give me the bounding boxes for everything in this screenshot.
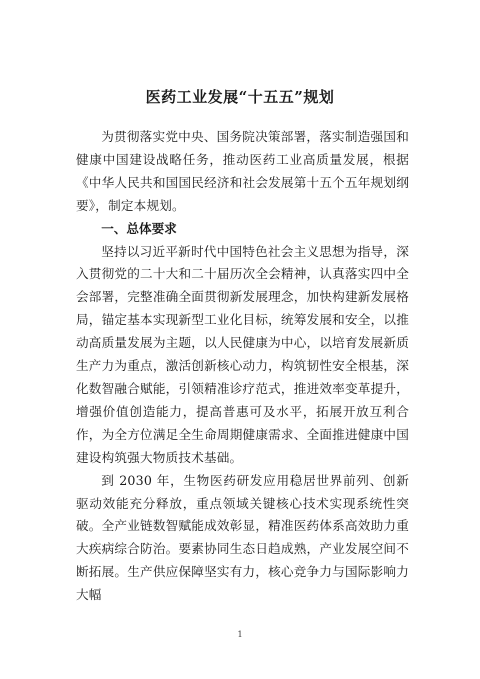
guiding-principles-paragraph: 坚持以习近平新时代中国特色社会主义思想为指导，深入贯彻党的二十大和二十届历次全会精神，认真落实四中全会部署，完整准确全面贯彻新发展理念，加快构建新发展格局，锚定基本实现新型工业化目标，统筹发展和安全，以推动高质量发展为主题，以人民健康为中心，以培育发展新质生产力为重点，激活创新核心动力，构筑韧性安全根基，深化数智融合赋能，引领精准诊疗范式，推进效率变革提升，增强价值创造能力，提高普惠可及水平，拓展开放互利合作，为全方位满足全生命周期健康需求、全面推进健康中国建设构筑强大物质技术基础。 [76, 243, 409, 465]
section-heading-general-requirements: 一、总体要求 [101, 220, 177, 236]
document-body [76, 126, 409, 607]
page-title: 医药工业发展“十五五”规划 [145, 88, 335, 106]
intro-paragraph: 为贯彻落实党中央、国务院决策部署，落实制造强国和健康中国建设战略任务，推动医药工业高质量发展，根据《中华人民共和国国民经济和社会发展第十五个五年规划纲要》，制定本规划。 [76, 129, 409, 213]
page-number: 1 [237, 630, 243, 639]
goals-2030-paragraph: 到 2030 年，生物医药研发应用稳居世界前列、创新驱动效能充分释放，重点领域关键核心技术实现系统性突破。全产业链数智赋能成效彰显，精准医药体系高效助力重大疾病综合防治。要素协同生态日趋成熟，产业发展空间不断拓展。生产供应保障坚实有力，核心竞争力与国际影响力大幅 [76, 472, 409, 603]
